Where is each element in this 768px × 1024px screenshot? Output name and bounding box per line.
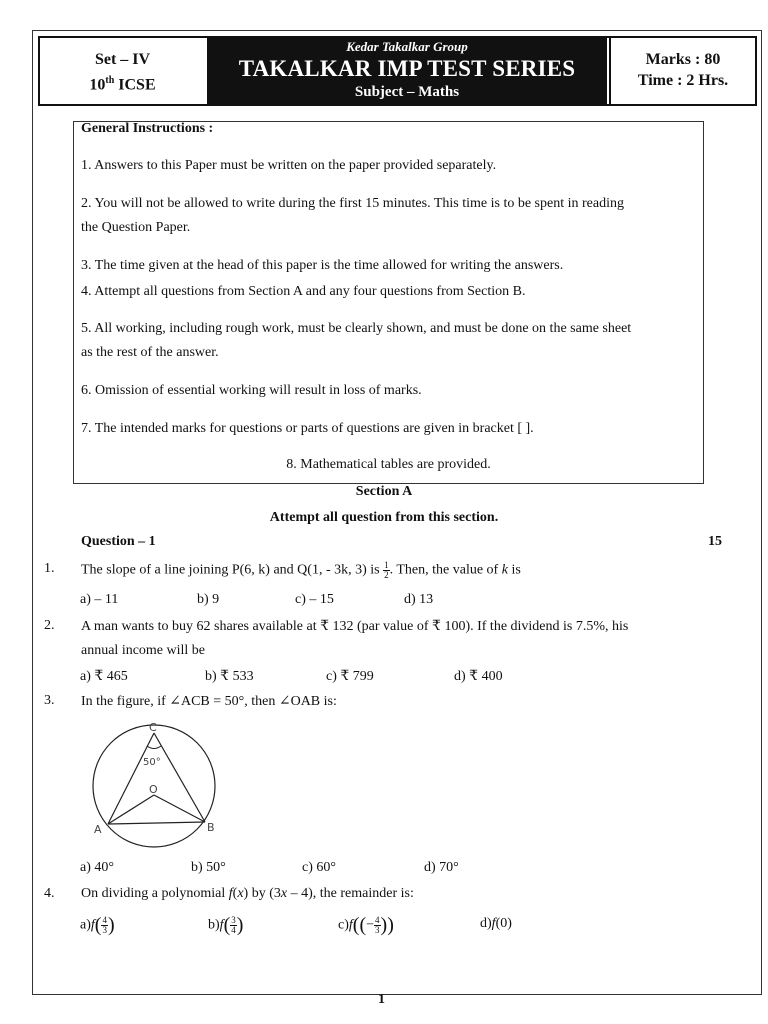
class-label: 10th ICSE — [89, 75, 156, 94]
question-label: Question – 1 — [81, 534, 156, 549]
instruction-7: 7. The intended marks for questions or parts of questions are given in bracket [ ]. — [81, 421, 534, 436]
q4-option-a: a)f( $\frac{4}{3}$ ) — [80, 914, 115, 936]
group-name: Kedar Takalkar Group — [346, 39, 468, 54]
q3-number: 3. — [44, 693, 55, 708]
q3-option-d: d) 70° — [424, 860, 459, 875]
series-title: TAKALKAR IMP TEST SERIES — [238, 56, 576, 81]
q1-option-a: a) – 11 — [80, 592, 119, 607]
q4-option-c: c)f((− $\frac{4}{3}$ )) — [338, 914, 394, 936]
q3-option-a: a) 40° — [80, 860, 114, 875]
question-marks: 15 — [708, 534, 722, 549]
q3-circle-figure — [80, 716, 230, 858]
q1-text: The slope of a line joining P(6, k) and Q(1, - 3k, 3) is $\frac{1}{2}$ . Then, the value of k is — [81, 560, 521, 580]
instruction-3: 3. The time given at the head of this paper is the time allowed for writing the answers. — [81, 258, 564, 273]
section-title: Section A — [355, 484, 413, 499]
instruction-6: 6. Omission of essential working will result in loss of marks. — [81, 383, 422, 398]
line-ab — [108, 822, 205, 824]
page-number: 1 — [378, 992, 385, 1007]
q2-text-line2: annual income will be — [81, 643, 206, 658]
marks-box — [609, 38, 755, 104]
set-box — [40, 38, 205, 104]
instruction-5-cont: as the rest of the answer. — [81, 345, 219, 360]
section-subtitle: Attempt all question from this section. — [269, 510, 499, 525]
angle-arc — [147, 746, 161, 749]
instruction-2-cont: the Question Paper. — [81, 220, 191, 235]
label-o: O — [149, 783, 158, 796]
q3-option-b: b) 50° — [191, 860, 226, 875]
q4-number: 4. — [44, 886, 55, 901]
subject-label: Subject – Maths — [354, 84, 460, 100]
set-label: Set – IV — [94, 51, 151, 68]
instructions-heading: General Instructions : — [81, 121, 214, 136]
instruction-1: 1. Answers to this Paper must be written on the paper provided separately. — [81, 158, 497, 173]
q2-option-d: d) ₹ 400 — [454, 669, 503, 684]
q2-option-a: a) ₹ 465 — [80, 669, 128, 684]
instruction-2: 2. You will not be allowed to write during the first 15 minutes. This time is to be spent in reading — [81, 196, 624, 211]
instruction-4: 4. Attempt all questions from Section A and any four questions from Section B. — [81, 284, 526, 299]
label-a: A — [94, 823, 102, 836]
q2-option-c: c) ₹ 799 — [326, 669, 374, 684]
q3-option-c: c) 60° — [302, 860, 336, 875]
q3-text: In the figure, if ∠ACB = 50°, then ∠OAB is: — [81, 694, 337, 709]
label-angle: 50° — [143, 757, 161, 768]
label-c: C — [149, 721, 157, 734]
q2-option-b: b) ₹ 533 — [205, 669, 254, 684]
q4-option-b: b)f( $\frac{3}{4}$ ) — [208, 914, 244, 936]
marks-label: Marks : 80 — [645, 51, 721, 68]
q1-option-c: c) – 15 — [295, 592, 334, 607]
q2-number: 2. — [44, 618, 55, 633]
instruction-5: 5. All working, including rough work, must be clearly shown, and must be done on the same sheet — [81, 321, 632, 336]
time-label: Time : 2 Hrs. — [637, 72, 729, 89]
q1-number: 1. — [44, 561, 55, 576]
instruction-8: 8. Mathematical tables are provided. — [286, 457, 491, 472]
q1-fraction: $\frac{1}{2}$ — [384, 560, 389, 580]
q4-text: On dividing a polynomial f(x) by (3x – 4), the remainder is: — [81, 886, 414, 901]
title-box — [207, 38, 607, 104]
q1-option-d: d) 13 — [404, 592, 434, 607]
q1-option-b: b) 9 — [197, 592, 220, 607]
q4-option-d: d)f(0) — [480, 916, 512, 931]
label-b: B — [207, 821, 215, 834]
q2-text-line1: A man wants to buy 62 shares available at ₹ 132 (par value of ₹ 100). If the dividend is 7.5%, his — [81, 619, 629, 634]
